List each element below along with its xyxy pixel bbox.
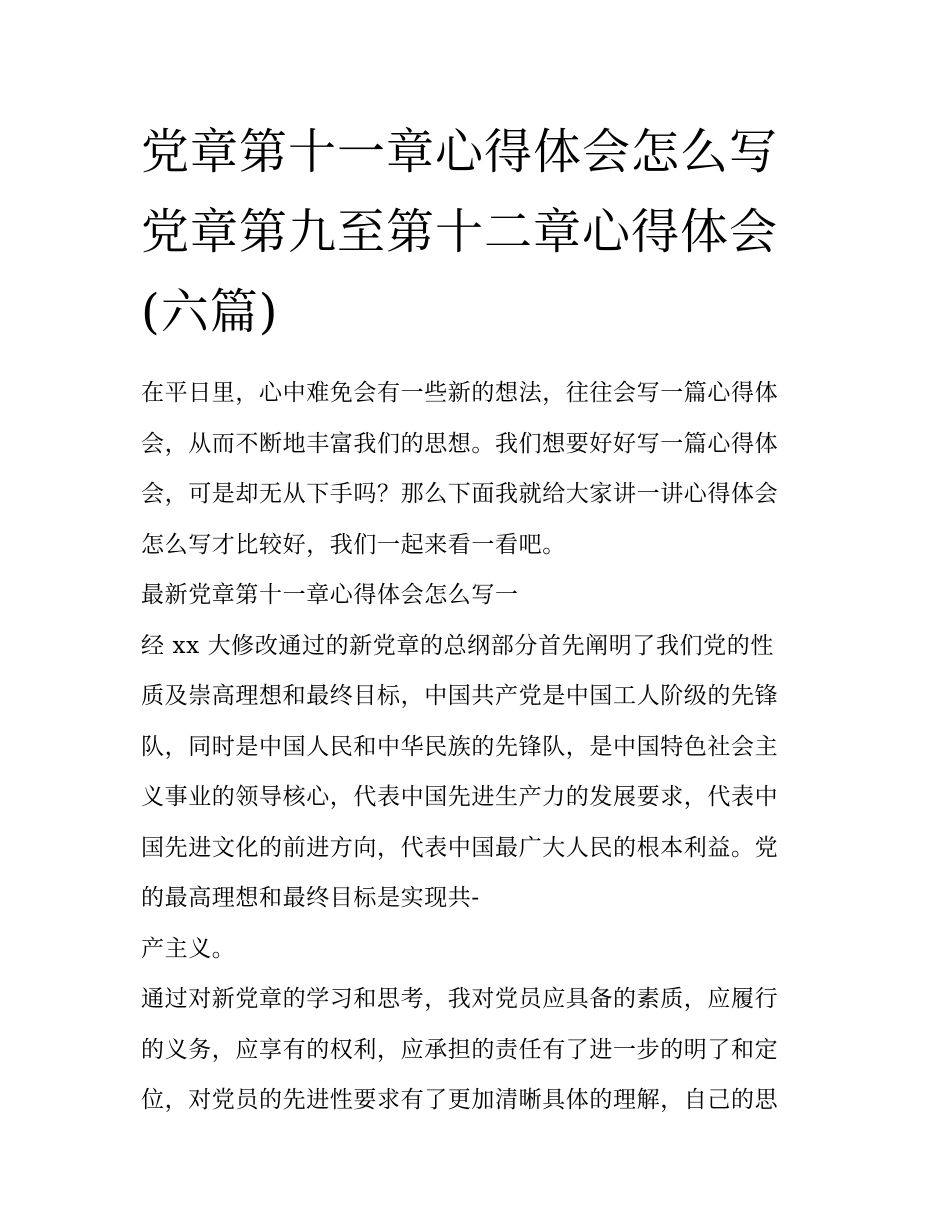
text-line: 在平日里，心中难免会有一些新的想法，往往会写一篇心得体 bbox=[141, 380, 779, 406]
text-line: 经 xx 大修改通过的新党章的总纲部分首先阐明了我们党的性 bbox=[141, 632, 774, 659]
paragraph-2 bbox=[141, 974, 821, 1126]
paragraph-1 bbox=[141, 621, 821, 975]
text-line: 怎么写才比较好，我们一起来看一看吧。 bbox=[141, 531, 566, 558]
text-line: 义事业的领导核心，代表中国先进生产力的发展要求，代表中 bbox=[141, 784, 779, 810]
text-line: 队，同时是中国人民和中华民族的先锋队，是中国特色社会主 bbox=[141, 733, 779, 760]
text-line: 的义务，应享有的权利，应承担的责任有了进一步的明了和定 bbox=[141, 1036, 779, 1063]
text-line: 会，从而不断地丰富我们的思想。我们想要好好写一篇心得体 bbox=[141, 430, 779, 457]
text-line: 通过对新党章的学习和思考，我对党员应具备的素质，应履行 bbox=[141, 986, 779, 1012]
document-title bbox=[141, 112, 821, 352]
section-heading: 最新党章第十一章心得体会怎么写一 bbox=[141, 582, 519, 608]
text-line: 质及崇高理想和最终目标，中国共产党是中国工人阶级的先锋 bbox=[141, 683, 779, 709]
text-line: 会，可是却无从下手吗？那么下面我就给大家讲一讲心得体会 bbox=[141, 481, 779, 507]
document-page bbox=[141, 112, 821, 1126]
text-line: 的最高理想和最终目标是实现共- bbox=[141, 885, 480, 911]
text-line: 产主义。 bbox=[141, 935, 236, 962]
intro-paragraph bbox=[141, 368, 821, 570]
title-line: (六篇) bbox=[141, 284, 279, 340]
title-line: 党章第十一章心得体会怎么写 bbox=[141, 124, 779, 180]
text-line: 位，对党员的先进性要求有了更加清晰具体的理解，自己的思 bbox=[141, 1087, 779, 1113]
text-line: 国先进文化的前进方向，代表中国最广大人民的根本利益。党 bbox=[141, 834, 779, 861]
title-line: 党章第九至第十二章心得体会 bbox=[141, 204, 779, 260]
document-body bbox=[141, 368, 821, 1126]
